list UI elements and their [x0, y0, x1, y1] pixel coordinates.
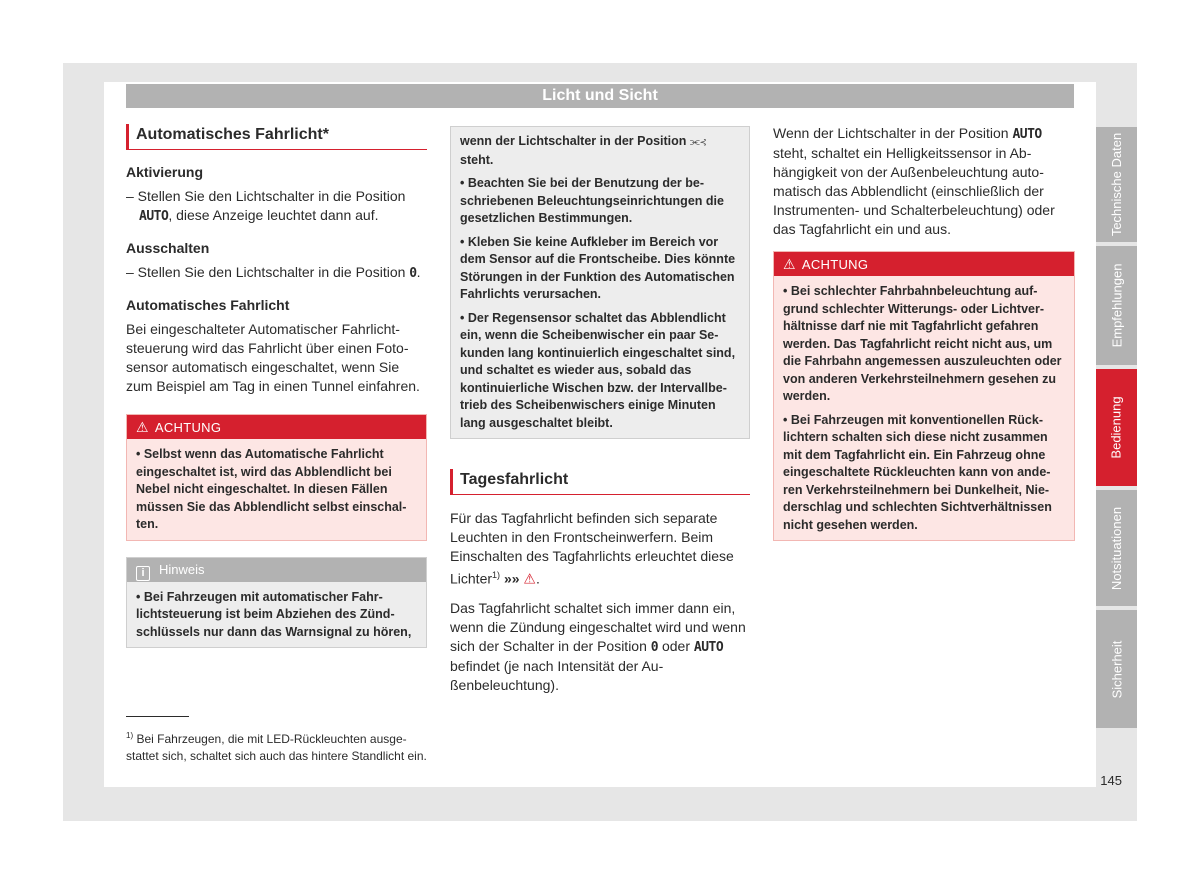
- warning-box-fog: [126, 414, 427, 541]
- warning-triangle-icon: ⚠: [136, 419, 149, 435]
- warning-item: • Bei schlechter Fahrbahnbeleuchtung aufgrund schlechter Witterungs- oder Lichtverhältnisse darf nie mit Tagfahrlicht gefahren werden. Das Tagfahrlicht reicht nicht aus, um die Fahrbahn angemessen auszuleuchten oder von anderen Verkehrsteilnehmern gesehen zu werden.: [783, 284, 1062, 403]
- note-continued-intro: wenn der Lichtschalter in der Position ⫘⊰ steht.: [460, 134, 707, 167]
- side-tab-notsituationen[interactable]: Notsituationen: [1096, 490, 1137, 606]
- parking-light-icon: ⫘⊰: [689, 136, 707, 148]
- warning-triangle-icon: ⚠: [783, 256, 796, 272]
- activation-step: – Stellen Sie den Lichtschalter in die Position AUTO, diese Anzeige leuchtet dann auf.: [126, 188, 406, 224]
- daytime-light-para-2: Das Tagfahrlicht schaltet sich immer dann ein, wenn die Zündung eingeschaltet wird und wenn sich der Schalter in der Position 0 oder AUTO befindet (je nach Intensität der Außenbeleuchtung).: [450, 599, 746, 693]
- chapter-header: Licht und Sicht: [126, 84, 1074, 108]
- daytime-light-para-1: Für das Tagfahrlicht befinden sich separate Leuchten in den Frontscheinwerfern. Beim Einschalten des Tagfahrlichts erleuchtet diese Lichter$^{1)}$ »» ⚠.: [450, 510, 734, 587]
- auto-symbol: AUTO: [1012, 127, 1042, 142]
- side-tab-technische-daten[interactable]: Technische Daten: [1096, 127, 1137, 242]
- footnote-ref: 1): [492, 570, 501, 580]
- warning-text: • Selbst wenn das Automatische Fahrlicht eingeschaltet ist, wird das Abblendlicht bei Nebel nicht eingeschaltet. In diesen Fällen müssen Sie das Abblendlicht selbst einschalten.: [136, 447, 407, 531]
- warning-box-daytime: [773, 251, 1075, 541]
- zero-symbol: 0: [650, 639, 659, 655]
- auto-symbol: AUTO: [693, 639, 724, 655]
- warning-item: • Bei Fahrzeugen mit konventionellen Rücklichtern schalten sich diese nicht zusammen mit dem Tagfahrlicht ein. Ein Fahrzeug ohne eingeschaltete Rückleuchten kann von anderen Verkehrsteilnehmern bei Dunkelheit, Niederschlag und schlechten Sichtverhältnissen nicht gesehen werden.: [783, 412, 1052, 532]
- page-number: 145: [1100, 773, 1122, 788]
- info-icon: i: [136, 566, 150, 581]
- side-tab-bedienung[interactable]: Bedienung: [1096, 369, 1137, 486]
- note-header: i Hinweis: [127, 558, 426, 582]
- activation-heading: Aktivierung: [126, 164, 204, 180]
- section-title-daytime-light: Tagesfahrlicht: [450, 469, 750, 495]
- footnote: $^{1)}$ Bei Fahrzeugen, die mit LED-Rückleuchten ausgestattet sich, schaltet sich auch das hintere Standlicht ein.: [126, 731, 427, 763]
- section-title-auto-light: Automatisches Fahrlicht*: [126, 124, 427, 150]
- cross-ref-arrow[interactable]: »»: [503, 570, 520, 587]
- warning-header: ⚠ ACHTUNG: [774, 252, 1074, 276]
- deactivation-heading: Ausschalten: [126, 240, 210, 256]
- note-item: • Beachten Sie bei der Benutzung der beschriebenen Beleuchtungseinrichtungen die gesetzlichen Bestimmungen.: [460, 176, 724, 225]
- footnote-rule: [126, 716, 189, 717]
- side-tab-sicherheit[interactable]: Sicherheit: [1096, 610, 1137, 728]
- zero-symbol: 0: [409, 266, 417, 281]
- note-item: • Kleben Sie keine Aufkleber im Bereich vor dem Sensor auf die Frontscheibe. Dies könnte Störungen in der Funktion des Automatischen Fahrlichts verursachen.: [460, 234, 736, 301]
- note-text: • Bei Fahrzeugen mit automatischer Fahrlichtsteuerung ist beim Abziehen des Zündschlüssels nur dann das Warnsignal zu hören,: [136, 589, 412, 639]
- warning-header: ⚠ ACHTUNG: [127, 415, 426, 439]
- auto-switch-text: Wenn der Lichtschalter in der Position AUTO steht, schaltet ein Helligkeitssensor in Abhängigkeit von der Außenbeleuchtung automatisch das Abblendlicht (einschließlich der Instrumenten- und Schalterbeleuchtung) oder das Tagfahrlicht ein und aus.: [773, 125, 1055, 237]
- auto-light-heading: Automatisches Fahrlicht: [126, 297, 290, 313]
- side-tab-empfehlungen[interactable]: Empfehlungen: [1096, 246, 1137, 365]
- note-continued-box: [450, 126, 750, 439]
- note-item: • Der Regensensor schaltet das Abblendlicht ein, wenn die Scheibenwischer ein paar Sekunden lang kontinuierlich eingeschaltet sind, und schaltet es wieder aus, sobald das kontinuierliche Wischen bzw. der Intervallbetrieb des Scheibenwischers einige Minuten lang ausgeschaltet bleibt.: [460, 310, 736, 430]
- column-left: [126, 124, 427, 648]
- note-box: [126, 557, 427, 649]
- auto-light-text: Bei eingeschalteter Automatischer Fahrlichtsteuerung wird das Fahrlicht über einen Fotosensor automatisch eingeschaltet, wenn Sie zum Beispiel am Tag in einen Tunnel einfahren.: [126, 321, 420, 394]
- column-right: [773, 124, 1075, 557]
- deactivation-step: – Stellen Sie den Lichtschalter in die Position 0.: [126, 264, 421, 281]
- auto-symbol: AUTO: [139, 209, 169, 224]
- warning-triangle-icon[interactable]: ⚠: [523, 570, 536, 587]
- column-middle: [450, 126, 750, 709]
